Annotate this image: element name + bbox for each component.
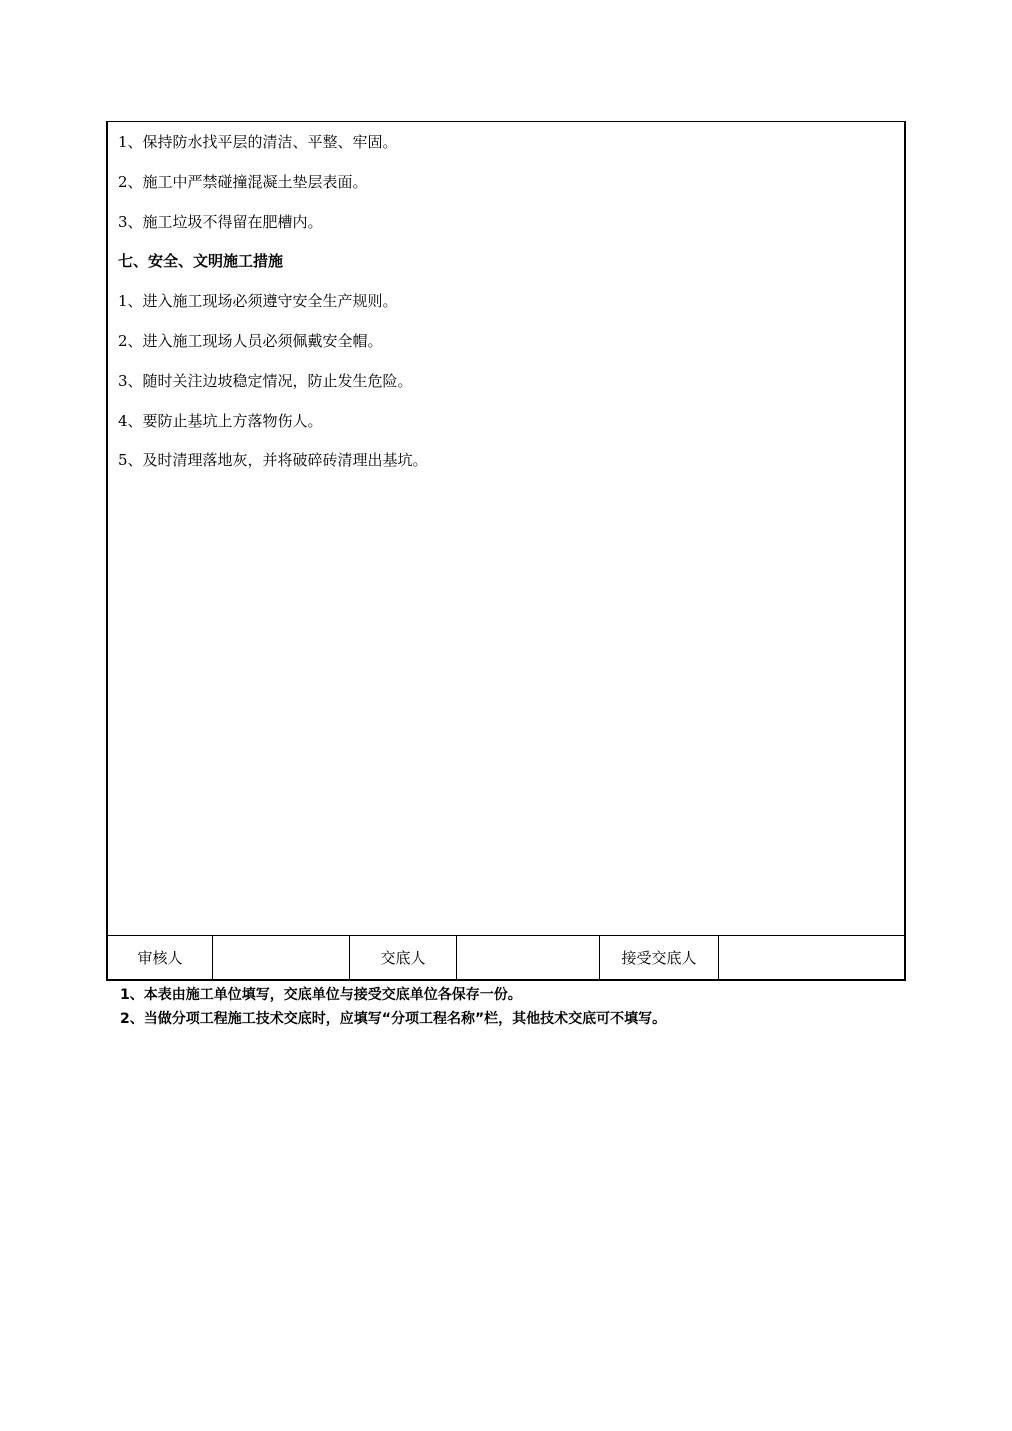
content-line: 5、及时清理落地灰，并将破碎砖清理出基坑。 [118, 451, 428, 470]
content-line: 2、施工中严禁碰撞混凝土垫层表面。 [118, 172, 368, 191]
content-line: 3、随时关注边坡稳定情况，防止发生危险。 [118, 371, 413, 390]
disclosure-table [106, 121, 906, 981]
receiver-label: 接受交底人 [600, 936, 719, 979]
content-line: 1、进入施工现场必须遵守安全生产规则。 [118, 292, 398, 311]
reviewer-label: 审核人 [108, 936, 213, 979]
content-line: 4、要防止基坑上方落物伤人。 [118, 411, 323, 430]
reviewer-field[interactable] [213, 936, 350, 979]
discloser-field[interactable] [457, 936, 600, 979]
footnote: 2、当做分项工程施工技术交底时，应填写“分项工程名称”栏，其他技术交底可不填写。 [120, 1011, 667, 1027]
content-line: 2、进入施工现场人员必须佩戴安全帽。 [118, 331, 383, 350]
signature-row [108, 935, 904, 979]
footnotes [120, 985, 666, 1033]
content-cell [108, 122, 904, 935]
content-line: 1、保持防水找平层的清洁、平整、牢固。 [118, 133, 398, 151]
section-heading: 七、安全、文明施工措施 [118, 252, 284, 271]
content-line: 3、施工垃圾不得留在肥槽内。 [118, 212, 323, 231]
discloser-label: 交底人 [350, 936, 457, 979]
footnote: 1、本表由施工单位填写，交底单位与接受交底单位各保存一份。 [120, 987, 522, 1003]
receiver-field[interactable] [719, 936, 904, 979]
